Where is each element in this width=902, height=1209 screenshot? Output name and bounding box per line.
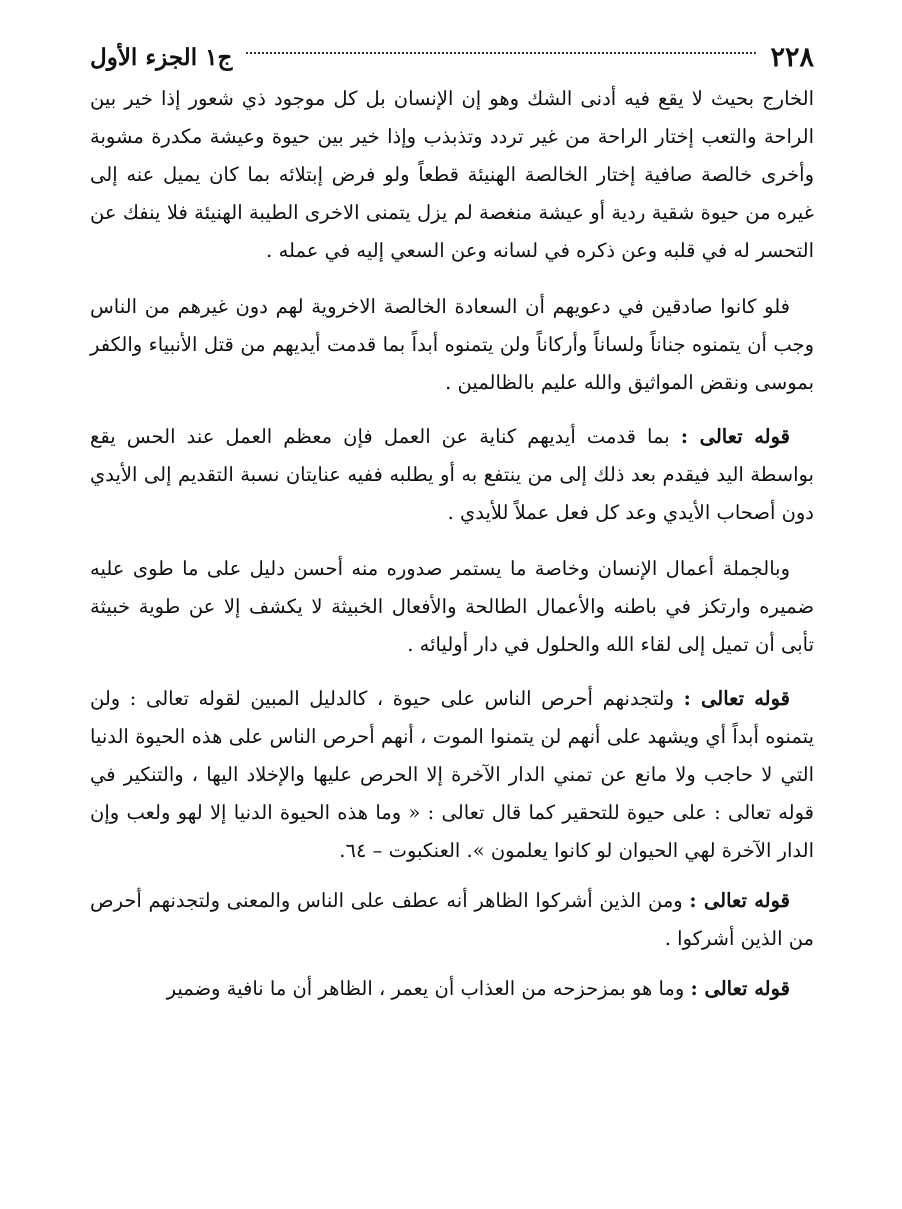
paragraph-7-lead: قوله تعالى : (690, 977, 790, 1000)
paragraph-5 (90, 680, 814, 870)
header-dotted-rule (246, 52, 756, 54)
paragraph-3-lead: قوله تعالى : (680, 425, 790, 448)
paragraph-5-text: ولتجدنهم أحرص الناس على حيوة ، كالدليل المبين لقوله تعالى : ولن يتمنوه أبداً أي ويشهد على أنهم لن يتمنوا الموت ، أنهم أحرص الناس على هذه الحيوة الدنيا التي لا حاجب ولا مانع عن تمني الدار الآخرة إلا الحرص عليها والإخلاد اليها ، والتنكير في قوله تعالى : على حيوة للتحقير كما قال تعالى : « وما هذه الحيوة الدنيا إلا لهو ولعب وإن الدار الآخرة لهي الحيوان لو كانوا يعلمون ». العنكبوت – ٦٤. (90, 687, 814, 862)
paragraph-3 (90, 418, 814, 532)
paragraph-6-lead: قوله تعالى : (689, 889, 790, 912)
paragraph-6-text: ومن الذين أشركوا الظاهر أنه عطف على الناس والمعنى ولتجدنهم أحرص من الذين أشركوا . (90, 889, 814, 950)
paragraph-1-text: الخارج بحيث لا يقع فيه أدنى الشك وهو إن الإنسان بل كل موجود ذي شعور إذا خير بين الراحة والتعب إختار الراحة من غير تردد وتذبذب وإذا خير بين حيوة وعيشة مكدرة مشوبة وأخرى خالصة صافية إختار الخالصة الهنيئة قطعاً ولو فرض إبتلائه بما كان يميل عنه إلى غيره من حيوة شقية ردية أو عيشة منغصة لم يزل يتمنى الاخرى الطيبة الهنيئة فلا ينفك عن التحسر له في قلبه وعن ذكره في لسانه وعن السعي إليه في عمله . (90, 87, 814, 262)
paragraph-2-text: فلو كانوا صادقين في دعويهم أن السعادة الخالصة الاخروية لهم دون غيرهم من الناس وجب أن يتمنوه جناناً ولساناً وأركاناً ولن يتمنوه أبداً بما قدمت أيديهم من قتل الأنبياء والكفر بموسى ونقض المواثيق والله عليم بالظالمين . (90, 295, 814, 394)
paragraph-2 (90, 288, 814, 402)
paragraph-4-text: وبالجملة أعمال الإنسان وخاصة ما يستمر صدوره منه أحسن دليل على ما طوى عليه ضميره وارتكز في باطنه والأعمال الطالحة والأفعال الخبيثة لا يكشف إلا عن طوية خبيثة تأبى أن تميل إلى لقاء الله والحلول في دار أوليائه . (90, 557, 814, 656)
page-header (90, 34, 814, 80)
paragraph-3-text: بما قدمت أيديهم كناية عن العمل فإن معظم العمل عند الحس يقع بواسطة اليد فيقدم بعد ذلك إلى من ينتفع به أو يطلبه ففيه عنايتان نسبة التقديم إلى الأيدي دون أصحاب الأيدي وعد كل فعل عملاً للأيدي . (90, 425, 814, 524)
running-head: ج١ الجزء الأول (90, 43, 233, 71)
paragraph-1 (90, 80, 814, 270)
paragraph-6 (90, 882, 814, 958)
page-number: ٢٢٨ (770, 41, 814, 73)
paragraph-7 (90, 970, 814, 1008)
paragraph-7-text: وما هو بمزحزحه من العذاب أن يعمر ، الظاهر أن ما نافية وضمير (166, 977, 691, 1000)
paragraph-5-lead: قوله تعالى : (683, 687, 790, 710)
paragraph-4 (90, 550, 814, 664)
book-page (90, 34, 814, 1174)
